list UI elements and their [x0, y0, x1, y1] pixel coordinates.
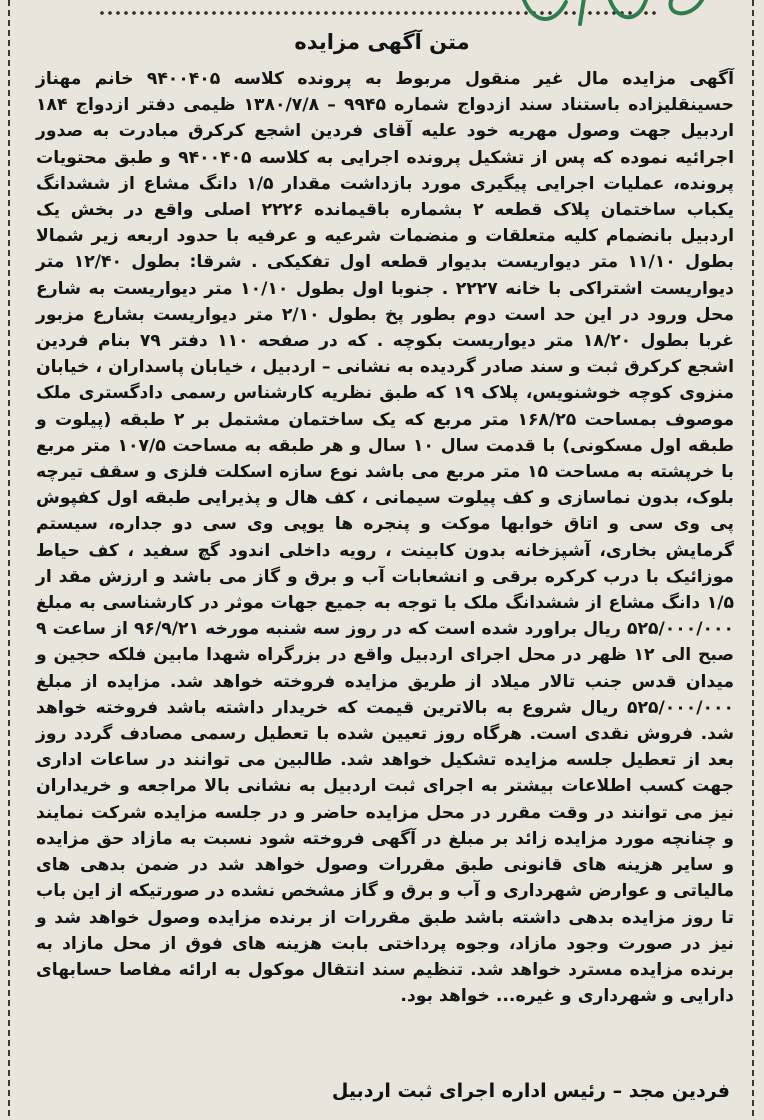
left-dotted-rule — [8, 0, 10, 1120]
handwritten-mark — [514, 0, 724, 34]
right-dotted-rule — [752, 0, 754, 1120]
notice-body: آگهی مزایده مال غیر منقول مربوط به پرونده کلاسه ۹۴۰۰۴۰۵ خانم مهناز حسینقلیزاده باستناد سند ازدواج شماره ۹۹۴۵ – ۱۳۸۰/۷/۸ ظیمی دفتر ازدواج ۱۸۴ اردبیل جهت وصول مهریه خود علیه آقای فردین اشجع کرکرق مبادرت به صدور اجرائیه نموده که پس از تشکیل پرونده اجرایی به کلاسه ۹۴۰۰۴۰۵ و طبق محتویات پرونده، عملیات اجرایی پیگیری مورد بازداشت مقدار ۱/۵ دانگ مشاع از ششدانگ یکباب ساختمان پلاک قطعه ۲ بشماره باقیمانده ۲۲۲۶ اصلی واقع در بخش یک اردبیل بانضمام کلیه متعلقات و منضمات شرعیه و عرفیه با حدود اربعه زیر شمالا بطول ۱۱/۱۰ متر دیواریست بدیوار قطعه اول تفکیکی . شرقا: بطول ۱۲/۴۰ متر دیواریست اشتراکی با خانه ۲۲۲۷ . جنوبا اول بطول ۱۰/۱۰ متر دیواریست به شارع محل ورود در این حد است دوم بطور پخ بطول ۲/۱۰ متر دیواریست بشارع مزبور غربا بطول ۱۸/۲۰ متر دیواریست بکوچه . که در صفحه ۱۱۰ دفتر ۷۹ بنام فردین اشجع کرکرق ثبت و سند صادر گردیده به نشانی – اردبیل ، خیابان پاسداران ، خیابان منزوی کوچه خوشنویس، پلاک ۱۹ که طبق نظریه کارشناس رسمی دادگستری ملک موصوف بمساحت ۱۶۸/۲۵ متر مربع که یک ساختمان مشتمل بر ۲ طبقه (پیلوت و طبقه اول مسکونی) با قدمت سال ۱۰ سال و هر طبقه به مساحت ۱۰۷/۵ متر مربع با خرپشته به مساحت ۱۵ متر مربع می باشد نوع سازه اسکلت فلزی و سقف تیرچه بلوک، بدون نماسازی و کف پیلوت سیمانی ، کف هال و پذیرایی طبقه اول کفپوش پی وی سی و اتاق خوابها موکت و پنجره ها یوپی وی سی دو جداره، سیستم گرمایش بخاری، آشپزخانه بدون کابینت ، رویه داخلی اندود گچ سفید ، کف حیاط موزائیک با درب کرکره برقی و انشعابات آب و برق و گاز می باشد و ارزش مقد ار ۱/۵ دانگ مشاع از ششدانگ ملک با توجه به جمیع جهات موثر در کارشناسی به مبلغ ۵۲۵/۰۰۰/۰۰۰ ریال براورد شده است که در روز سه شنبه مورخه ۹۶/۹/۲۱ از ساعت ۹ صبح الی ۱۲ ظهر در محل اجرای اردبیل واقع در بزرگراه شهدا مابین فلکه حجین و میدان قدس جنب تالار میلاد از طریق مزایده فروخته خواهد شد. مزایده از مبلغ ۵۲۵/۰۰۰/۰۰۰ ریال شروع به بالاترین قیمت که خریدار داشته باشد فروخته خواهد شد. فروش نقدی است. هرگاه روز تعیین شده با تعطیل رسمی مصادف گردد روز بعد از تعطیل جلسه مزایده تشکیل خواهد شد. طالبین می توانند در ساعات اداری جهت کسب اطلاعات بیشتر به اجرای ثبت اردبیل به نشانی بالا مراجعه و خریداران نیز می توانند در وقت مقرر در محل مزایده حاضر و در جلسه مزایده شرکت نمایند و چنانچه مورد مزایده زائد بر مبلغ در آگهی فروخته شود نسبت به مازاد حق مزایده و سایر هزینه های قانونی طبق مقررات وصول خواهد شد در ضمن بدهی های مالیاتی و عوارض شهرداری و آب و برق و گاز مشخص نشده در صورتیکه از این باب تا روز مزایده بدهی داشته باشد طبق مقررات از برنده مزایده وصول خواهد شد و نیز در صورت وجود مازاد، وجوه پرداختی بابت هزینه های فوق از محل مازاد به برنده مزایده مسترد خواهد شد. تنظیم سند انتقال موکول به ارائه مفاصا حسابهای دارایی و شهرداری و غیره... خواهد بود. — [36, 69, 735, 1007]
notice-title: متن آگهی مزایده — [294, 30, 470, 54]
notice-signature: فردین مجد – رئیس اداره اجرای ثبت اردبیل — [331, 1080, 730, 1102]
